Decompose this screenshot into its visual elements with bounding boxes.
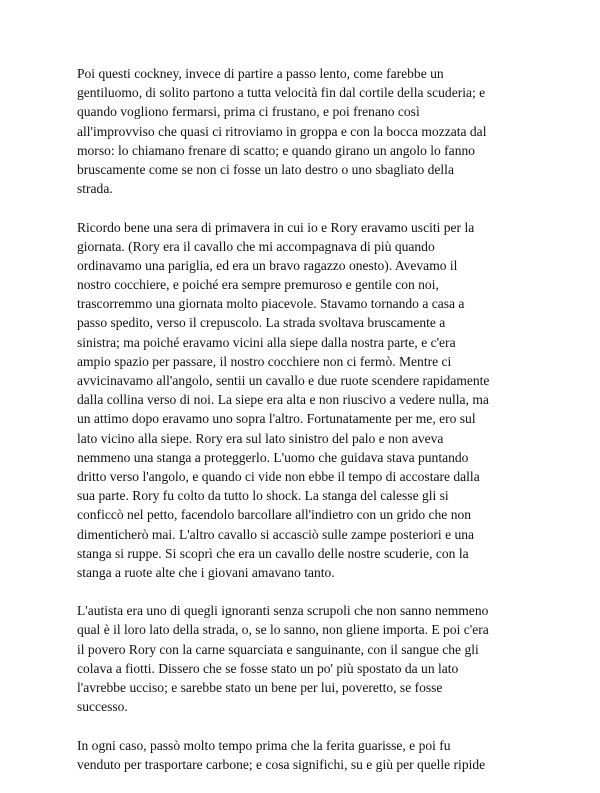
text-line: trascorremmo una giornata molto piacevole. Stavamo tornando a casa a [77, 296, 465, 312]
text-line: strada. [77, 181, 113, 197]
text-line: conficcò nel petto, facendolo barcollare all'indietro con un grido che non [77, 507, 472, 523]
text-line: l'avrebbe ucciso; e sarebbe stato un bene per lui, poveretto, se fosse [77, 680, 443, 695]
text-line: all'improvviso che quasi ci ritroviamo in groppa e con la bocca mozzata dal [77, 123, 487, 139]
text-line: successo. [77, 699, 128, 715]
text-line: lato vicino alla siepe. Rory era sul lato sinistro del palo e non aveva [77, 430, 444, 446]
text-line: In ogni caso, passò molto tempo prima che la ferita guarisse, e poi fu [77, 737, 451, 753]
text-line: ampio spazio per passare, il nostro cocchiere non ci fermò. Mentre ci [77, 353, 452, 369]
text-line: L'autista era uno di quegli ignoranti senza scrupoli che non sanno nemmeno [77, 603, 489, 619]
text-line: quando vogliono fermarsi, prima ci frustano, e poi frenano così [77, 104, 420, 120]
text-line: giornata. (Rory era il cavallo che mi accompagnava di più quando [77, 238, 435, 254]
text-line: bruscamente come se non ci fosse un lato destro o uno sbagliato della [77, 161, 454, 177]
text-line: dalla collina verso di noi. La siepe era alta e non riuscivo a vedere nulla, ma [77, 392, 489, 408]
paragraph-1 [77, 64, 537, 198]
text-line: morso: lo chiamano frenare di scatto; e quando girano un angolo lo fanno [77, 142, 476, 158]
text-line: sinistra; ma poiché eravamo vicini alla siepe dalla nostra parte, e c'era [77, 334, 456, 350]
text-line: dritto verso l'angolo, e quando ci vide non ebbe il tempo di accostare dalla [77, 468, 480, 484]
text-line: qual è il loro lato della strada, o, se lo sanno, non gliene importa. E poi c'era [77, 622, 489, 638]
text-line: avvicinavamo all'angolo, sentii un cavallo e due ruote scendere rapidamente [77, 373, 490, 388]
text-line: ordinavamo una pariglia, ed era un bravo ragazzo onesto). Avevamo il [77, 257, 458, 273]
text-line: Poi questi cockney, invece di partire a passo lento, come farebbe un [77, 66, 444, 81]
text-line: stanga a ruote alte che i giovani amavano tanto. [77, 564, 335, 580]
text-line: colava a fiotti. Dissero che se fosse stato un po' più spostato da un lato [77, 660, 459, 676]
paragraph-4 [77, 736, 537, 774]
paragraph-3 [77, 601, 537, 716]
text-line: dimenticherò mai. L'altro cavallo si accasciò sulle zampe posteriori e una [77, 526, 475, 542]
text-line: gentiluomo, di solito partono a tutta velocità fin dal cortile della scuderia; e [77, 85, 486, 101]
body-text [77, 64, 537, 793]
paragraph-2 [77, 218, 537, 583]
text-line: sua parte. Rory fu colto da tutto lo shock. La stanga del calesse gli si [77, 488, 449, 504]
text-line: stanga si ruppe. Si scoprì che era un cavallo delle nostre scuderie, con la [77, 545, 469, 561]
text-line: venduto per trasportare carbone; e cosa significhi, su e giù per quelle ripide [77, 756, 486, 772]
text-line: un attimo dopo eravamo uno sopra l'altro. Fortunatamente per me, ero sul [77, 411, 476, 427]
text-line: Ricordo bene una sera di primavera in cui io e Rory eravamo usciti per la [77, 219, 475, 235]
text-line: passo spedito, verso il crepuscolo. La strada svoltava bruscamente a [77, 315, 446, 331]
text-line: nostro cocchiere, e poiché era sempre premuroso e gentile con noi, [77, 277, 439, 293]
text-line: il povero Rory con la carne squarciata e sanguinante, con il sangue che gli [77, 641, 479, 657]
text-line: nemmeno una stanga a proteggerlo. L'uomo che guidava stava puntando [77, 449, 469, 465]
